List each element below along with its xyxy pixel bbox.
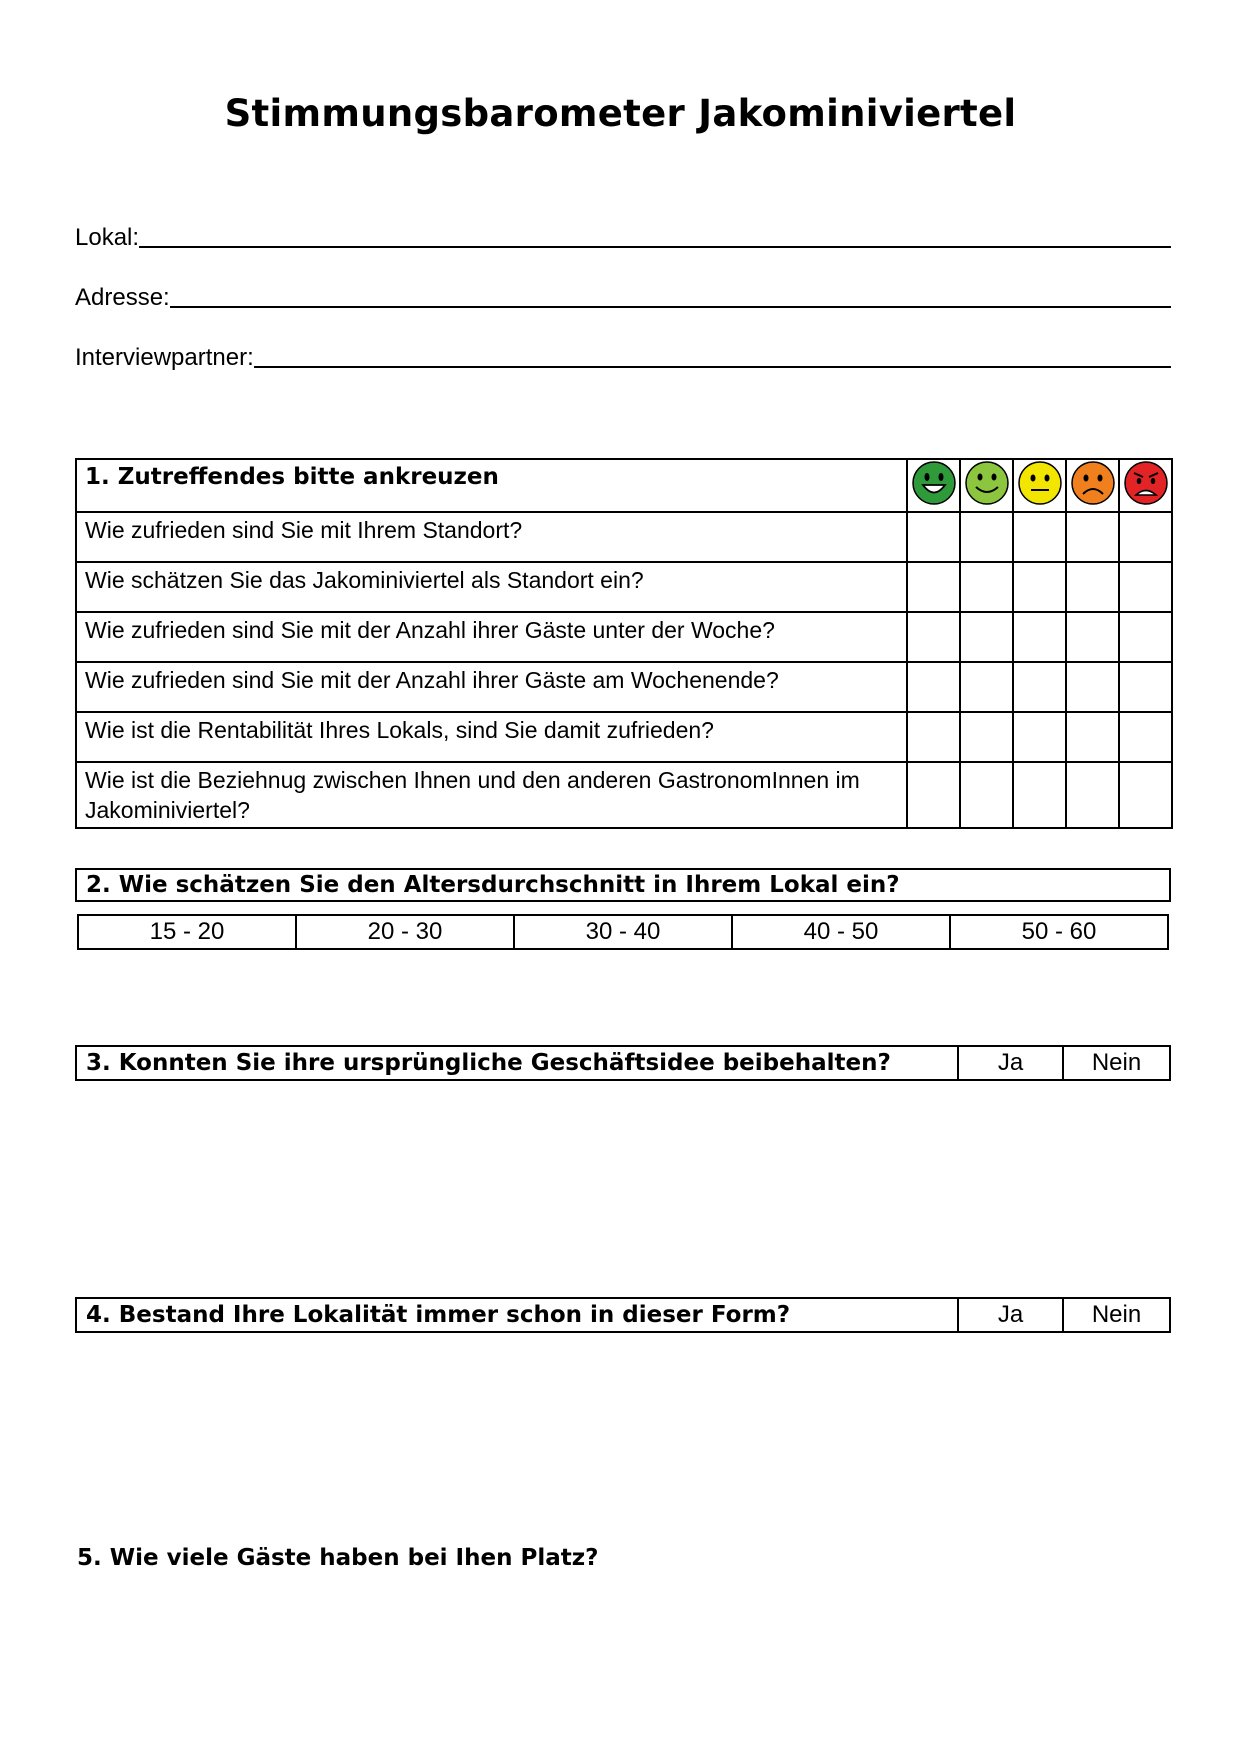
checkbox-sad[interactable] [1066,762,1119,828]
q1-heading: 1. Zutreffendes bitte ankreuzen [76,459,907,512]
face-cell [960,459,1013,512]
checkbox-angry[interactable] [1119,662,1172,712]
age-option[interactable]: 50 - 60 [950,915,1168,949]
interviewpartner-field[interactable] [75,338,1171,370]
checkbox-neutral[interactable] [1013,612,1066,662]
q2-heading: 2. Wie schätzen Sie den Altersdurchschnitt in Ihrem Lokal ein? [75,868,1171,902]
question-text: Wie ist die Beziehnug zwischen Ihnen und den anderen GastronomInnen im Jakominiviertel? [76,762,907,828]
question-text: Wie zufrieden sind Sie mit Ihrem Standort? [76,512,907,562]
checkbox-sad[interactable] [1066,612,1119,662]
question-text: Wie schätzen Sie das Jakominiviertel als Standort ein? [76,562,907,612]
lokal-label: Lokal: [75,224,140,251]
q4-row [76,1298,1170,1332]
q3-no-option[interactable]: Nein [1063,1046,1170,1080]
question-row [76,612,1172,662]
checkbox-very-happy[interactable] [907,612,960,662]
checkbox-very-happy[interactable] [907,662,960,712]
happy-face-icon [964,460,1010,506]
checkbox-neutral[interactable] [1013,562,1066,612]
face-cell [907,459,960,512]
checkbox-angry[interactable] [1119,762,1172,828]
question-row [76,762,1172,828]
q4-heading: 4. Bestand Ihre Lokalität immer schon in dieser Form? [76,1298,958,1332]
lokal-input-line[interactable] [139,246,1171,248]
checkbox-happy[interactable] [960,562,1013,612]
checkbox-happy[interactable] [960,612,1013,662]
checkbox-angry[interactable] [1119,612,1172,662]
face-cell [1119,459,1172,512]
age-range-row [78,915,1168,949]
checkbox-very-happy[interactable] [907,712,960,762]
satisfaction-header-row [76,459,1172,512]
age-range-table [77,914,1169,950]
face-cell [1066,459,1119,512]
question-row [76,562,1172,612]
q4-no-option[interactable]: Nein [1063,1298,1170,1332]
checkbox-sad[interactable] [1066,712,1119,762]
angry-face-icon [1123,460,1169,506]
lokal-field[interactable] [75,218,1171,250]
checkbox-sad[interactable] [1066,512,1119,562]
checkbox-angry[interactable] [1119,712,1172,762]
checkbox-very-happy[interactable] [907,762,960,828]
checkbox-very-happy[interactable] [907,512,960,562]
page-title: Stimmungsbarometer Jakominiviertel [224,92,1017,135]
q4-yes-option[interactable]: Ja [958,1298,1063,1332]
age-option[interactable]: 30 - 40 [514,915,732,949]
checkbox-angry[interactable] [1119,512,1172,562]
q4-table [75,1297,1171,1333]
q5-heading: 5. Wie viele Gäste haben bei Ihen Platz? [77,1545,599,1571]
checkbox-angry[interactable] [1119,562,1172,612]
checkbox-sad[interactable] [1066,562,1119,612]
satisfaction-table [75,458,1173,829]
q3-table [75,1045,1171,1081]
q3-heading: 3. Konnten Sie ihre ursprüngliche Geschäftsidee beibehalten? [76,1046,958,1080]
checkbox-sad[interactable] [1066,662,1119,712]
checkbox-neutral[interactable] [1013,662,1066,712]
question-text: Wie ist die Rentabilität Ihres Lokals, sind Sie damit zufrieden? [76,712,907,762]
question-text: Wie zufrieden sind Sie mit der Anzahl ihrer Gäste am Wochenende? [76,662,907,712]
very-happy-face-icon [911,460,957,506]
adresse-input-line[interactable] [170,306,1171,308]
age-option[interactable]: 40 - 50 [732,915,950,949]
age-option[interactable]: 15 - 20 [78,915,296,949]
sad-face-icon [1070,460,1116,506]
checkbox-happy[interactable] [960,662,1013,712]
adresse-field[interactable] [75,278,1171,310]
question-row [76,712,1172,762]
question-text: Wie zufrieden sind Sie mit der Anzahl ihrer Gäste unter der Woche? [76,612,907,662]
checkbox-happy[interactable] [960,512,1013,562]
checkbox-happy[interactable] [960,762,1013,828]
checkbox-very-happy[interactable] [907,562,960,612]
face-cell [1013,459,1066,512]
neutral-face-icon [1017,460,1063,506]
checkbox-happy[interactable] [960,712,1013,762]
q3-row [76,1046,1170,1080]
interviewpartner-label: Interviewpartner: [75,344,254,371]
interviewpartner-input-line[interactable] [254,366,1171,368]
age-option[interactable]: 20 - 30 [296,915,514,949]
adresse-label: Adresse: [75,284,170,311]
checkbox-neutral[interactable] [1013,712,1066,762]
question-row [76,512,1172,562]
checkbox-neutral[interactable] [1013,762,1066,828]
checkbox-neutral[interactable] [1013,512,1066,562]
q3-yes-option[interactable]: Ja [958,1046,1063,1080]
question-row [76,662,1172,712]
